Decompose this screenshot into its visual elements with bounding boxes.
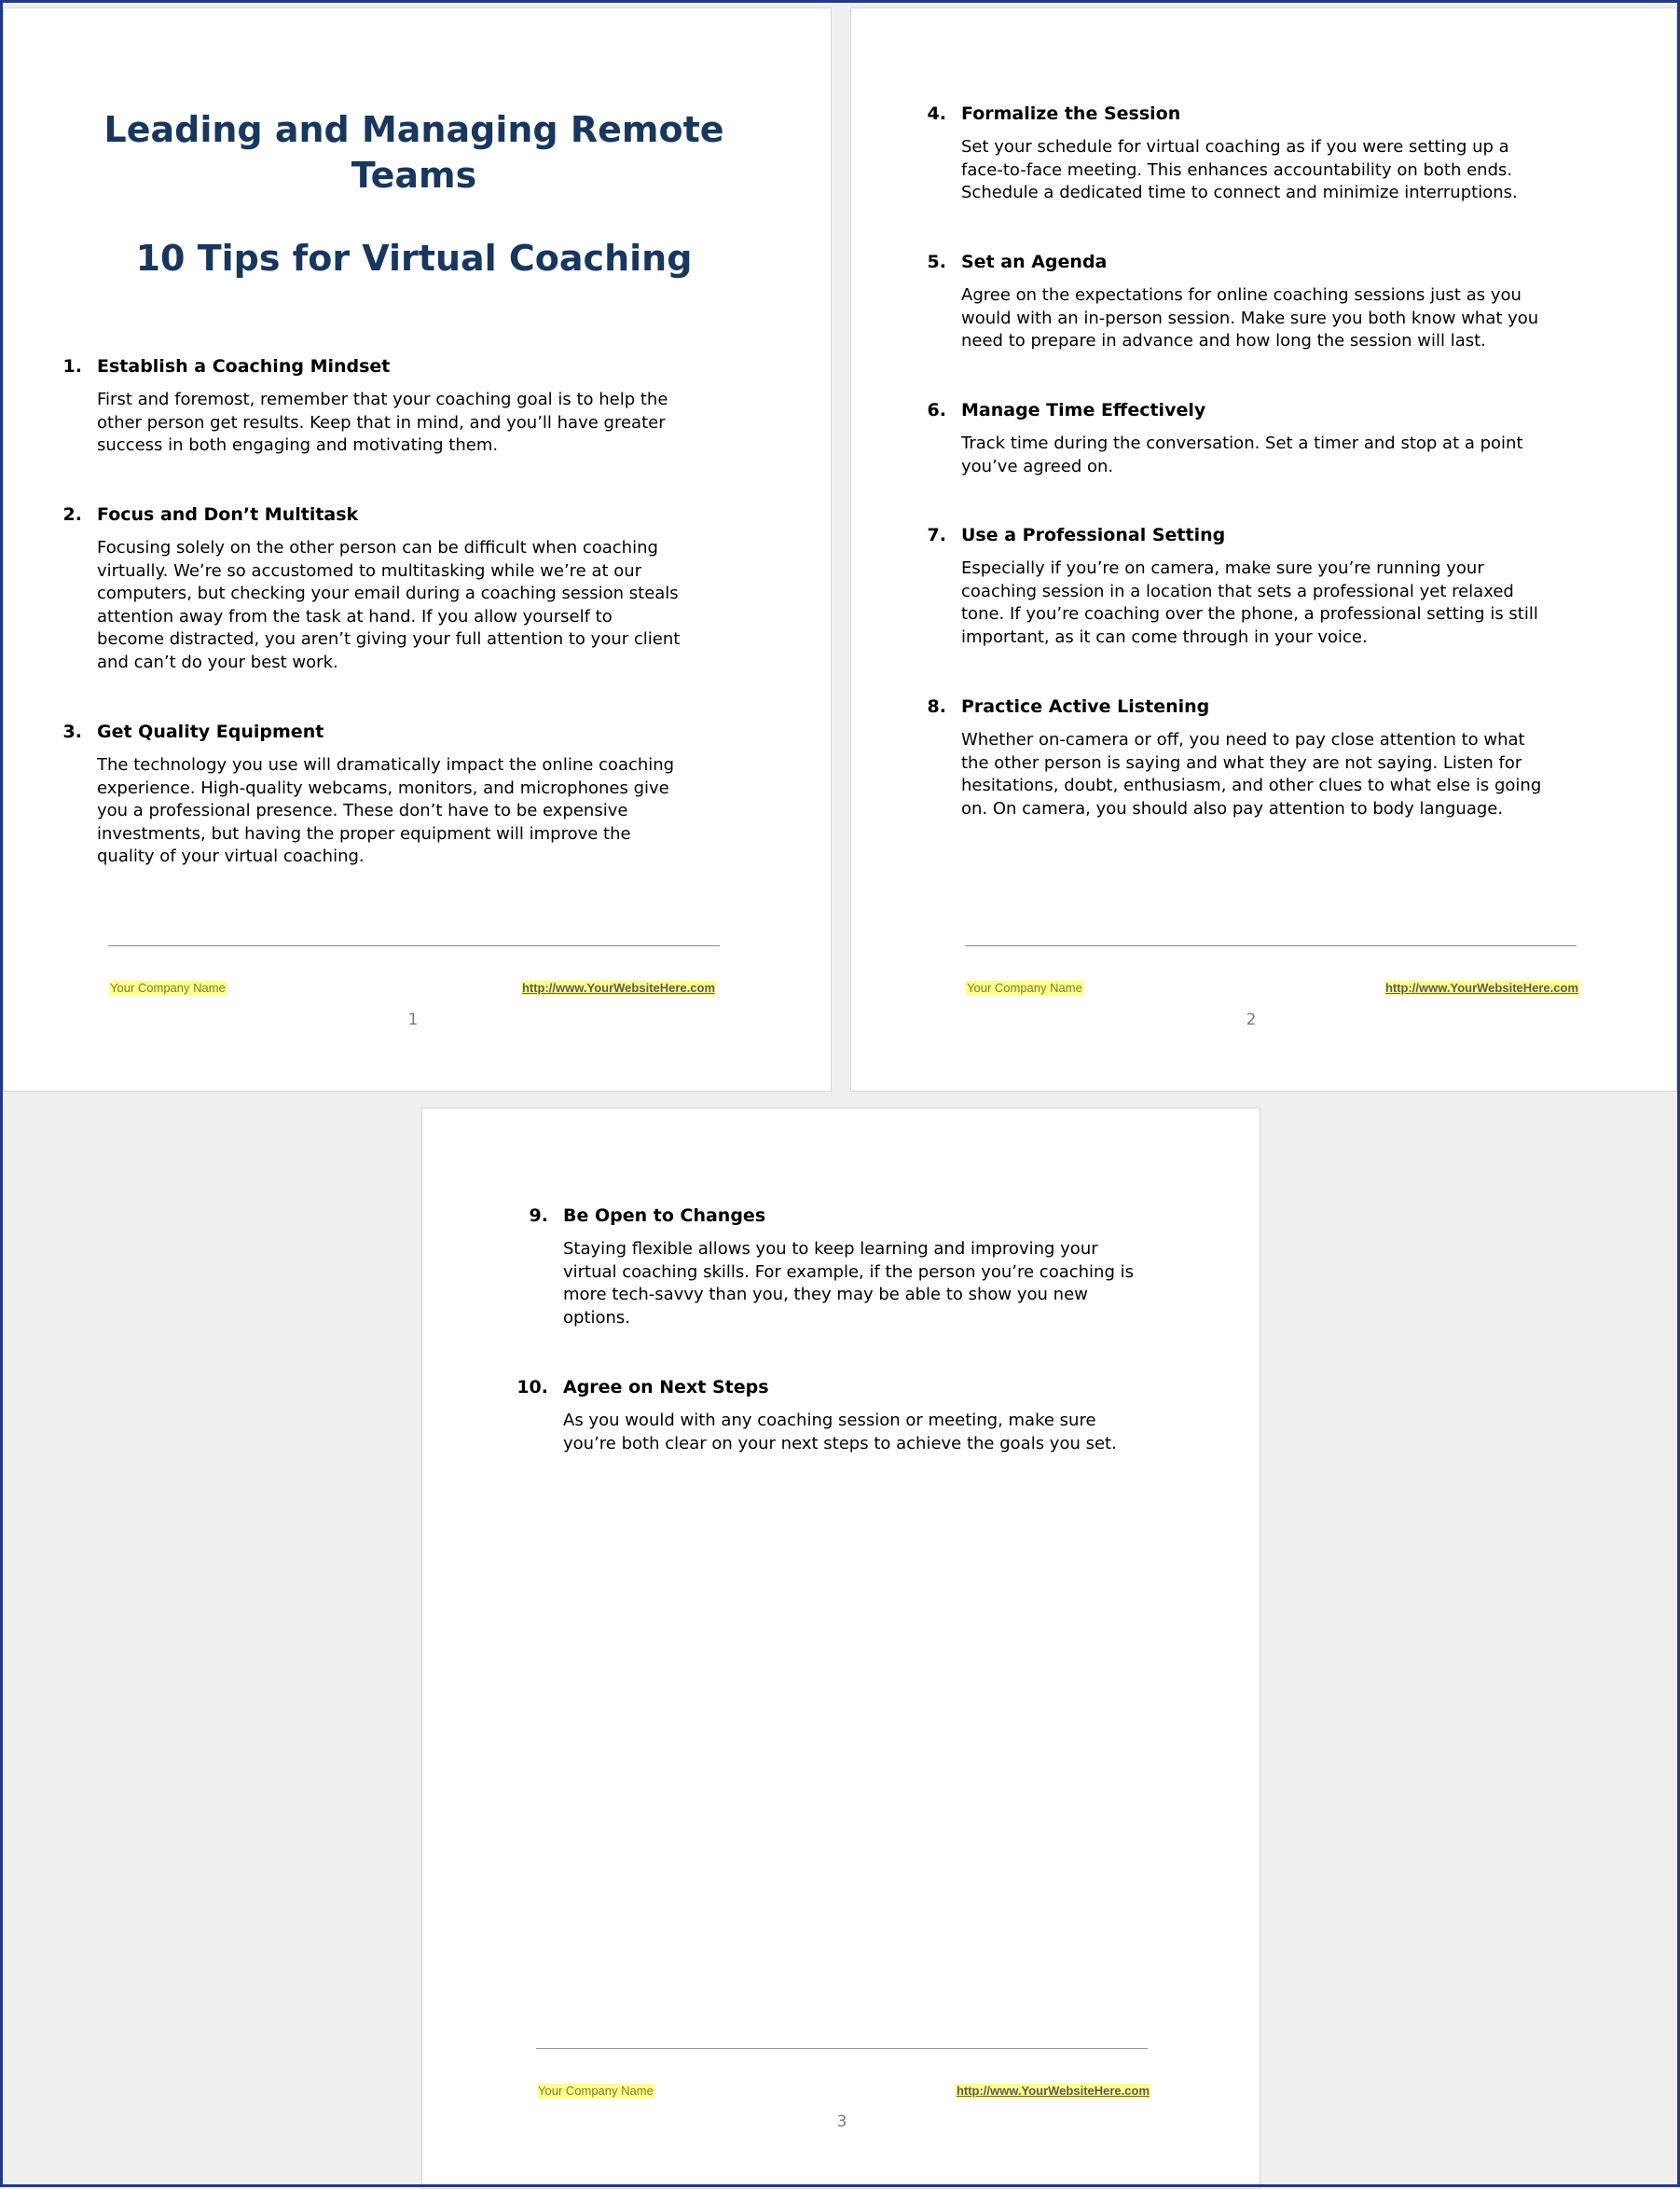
- footer-company-name: Your Company Name: [110, 981, 226, 995]
- tip-body-line: and can’t do your best work.: [97, 652, 338, 672]
- footer-company-name: Your Company Name: [967, 981, 1082, 995]
- tip-body: [97, 537, 681, 674]
- tip-body-line: quality of your virtual coaching.: [97, 847, 365, 866]
- tip-body-line: tone. If you’re coaching over the phone, a professional setting is still: [961, 604, 1538, 624]
- tip-body: [563, 1410, 1147, 1455]
- document-page-3: [421, 1108, 1260, 2189]
- footer-divider: [965, 945, 1577, 946]
- tip-body-line: the other person is saying and what they are not saying. Listen for: [961, 752, 1522, 773]
- tip-heading: Practice Active Listening: [961, 696, 1210, 717]
- tip-body-line: important, as it can come through in your voice.: [961, 626, 1368, 647]
- tip-body-line: options.: [563, 1307, 631, 1328]
- tip-body-line: other person get results. Keep that in mind, and you’ll have greater: [97, 412, 666, 433]
- document-title-line-1: Leading and Managing Remote: [103, 109, 724, 150]
- tip-body-line: experience. High-quality webcams, monitors, and microphones give: [97, 778, 669, 798]
- tip-body-line: As you would with any coaching session or meeting, make sure: [563, 1411, 1096, 1430]
- tip-body-line: more tech-savvy than you, they may be able to show you new: [563, 1285, 1088, 1304]
- tip-number: 2.: [62, 504, 82, 525]
- tip-body-line: virtually. We’re so accustomed to multitasking while we’re at our: [97, 560, 642, 581]
- tip-body-line: become distracted, you aren’t giving your full attention to your client: [97, 629, 681, 649]
- tip-body-line: Track time during the conversation. Set a timer and stop at a point: [961, 434, 1523, 453]
- tip-number: 5.: [927, 252, 946, 272]
- document-title-line-2: Teams: [351, 155, 477, 196]
- tip-body-line: Whether on-camera or off, you need to pay close attention to what: [961, 730, 1525, 750]
- tip-body: [961, 433, 1545, 478]
- tip-number: 3.: [62, 722, 82, 742]
- tip-number: 6.: [927, 400, 946, 420]
- tip-body-line: Schedule a dedicated time to connect and minimize interruptions.: [961, 183, 1518, 202]
- document-page-1: [3, 7, 832, 1092]
- tip-body: [961, 136, 1545, 205]
- footer-website-link[interactable]: http://www.YourWebsiteHere.com: [521, 981, 715, 995]
- tip-body-line: hesitations, doubt, enthusiasm, and other clues to what else is going: [961, 776, 1542, 795]
- tip-heading: Focus and Don’t Multitask: [97, 504, 359, 525]
- tip-body: [563, 1238, 1147, 1329]
- page-number: 1: [407, 1011, 419, 1029]
- tip-body: [961, 729, 1545, 820]
- tip-heading: Manage Time Effectively: [961, 400, 1206, 420]
- document-title: [92, 107, 736, 199]
- tip-number: 9.: [529, 1205, 548, 1226]
- tip-heading: Be Open to Changes: [563, 1205, 766, 1226]
- tip-body-line: computers, but checking your email during a coaching session steals: [97, 584, 679, 603]
- footer-divider: [108, 945, 720, 946]
- tip-body-line: Set your schedule for virtual coaching as if you were setting up a: [961, 137, 1509, 157]
- tip-number: 10.: [516, 1377, 548, 1397]
- tip-body: [961, 558, 1545, 649]
- tip-body-line: coaching session in a location that sets a professional yet relaxed: [961, 581, 1514, 601]
- tip-heading: Agree on Next Steps: [563, 1377, 769, 1397]
- tip-body-line: you’re both clear on your next steps to achieve the goals you set.: [563, 1433, 1117, 1453]
- document-page-2: [850, 7, 1677, 1092]
- tip-body-line: would with an in-person session. Make sure you both know what you: [961, 308, 1539, 328]
- footer-website-link[interactable]: http://www.YourWebsiteHere.com: [956, 2084, 1150, 2098]
- tip-body-line: virtual coaching skills. For example, if the person you’re coaching is: [563, 1261, 1134, 1282]
- tip-body-line: face-to-face meeting. This enhances accountability on both ends.: [961, 159, 1513, 180]
- tip-body: [961, 284, 1545, 353]
- tip-body-line: on. On camera, you should also pay attention to body language.: [961, 798, 1504, 819]
- tip-body-line: Agree on the expectations for online coaching sessions just as you: [961, 285, 1522, 305]
- tip-heading: Set an Agenda: [961, 252, 1108, 272]
- tip-body-line: Especially if you’re on camera, make sure you’re running your: [961, 558, 1484, 578]
- tip-number: 8.: [927, 696, 946, 717]
- tip-number: 1.: [62, 356, 82, 377]
- tip-body-line: investments, but having the proper equipment will improve the: [97, 823, 631, 844]
- tip-heading: Use a Professional Setting: [961, 525, 1226, 545]
- tip-number: 7.: [927, 525, 946, 545]
- footer-company-name: Your Company Name: [538, 2084, 654, 2098]
- document-subtitle: 10 Tips for Virtual Coaching: [135, 238, 693, 279]
- tip-heading: Establish a Coaching Mindset: [97, 356, 391, 377]
- tip-body-line: success in both engaging and motivating them.: [97, 435, 499, 455]
- tip-body-line: Focusing solely on the other person can be difficult when coaching: [97, 538, 658, 558]
- tip-heading: Formalize the Session: [961, 103, 1181, 124]
- tip-body-line: Staying flexible allows you to keep learning and improving your: [563, 1239, 1098, 1259]
- tip-body: [97, 754, 681, 869]
- page-number: 2: [1246, 1011, 1257, 1029]
- tip-body-line: First and foremost, remember that your coaching goal is to help the: [97, 390, 668, 409]
- tip-body: [97, 389, 681, 458]
- tip-body-line: you’ve agreed on.: [961, 456, 1114, 476]
- tip-body-line: you a professional presence. These don’t have to be expensive: [97, 801, 628, 820]
- tip-body-line: need to prepare in advance and how long the session will last.: [961, 331, 1486, 351]
- tip-body-line: The technology you use will dramatically impact the online coaching: [97, 755, 675, 775]
- footer-divider: [536, 2048, 1148, 2049]
- tip-body-line: attention away from the task at hand. If you allow yourself to: [97, 606, 613, 626]
- tip-heading: Get Quality Equipment: [97, 722, 324, 742]
- page-number: 3: [836, 2113, 847, 2131]
- tip-number: 4.: [927, 103, 946, 124]
- footer-website-link[interactable]: http://www.YourWebsiteHere.com: [1384, 981, 1578, 995]
